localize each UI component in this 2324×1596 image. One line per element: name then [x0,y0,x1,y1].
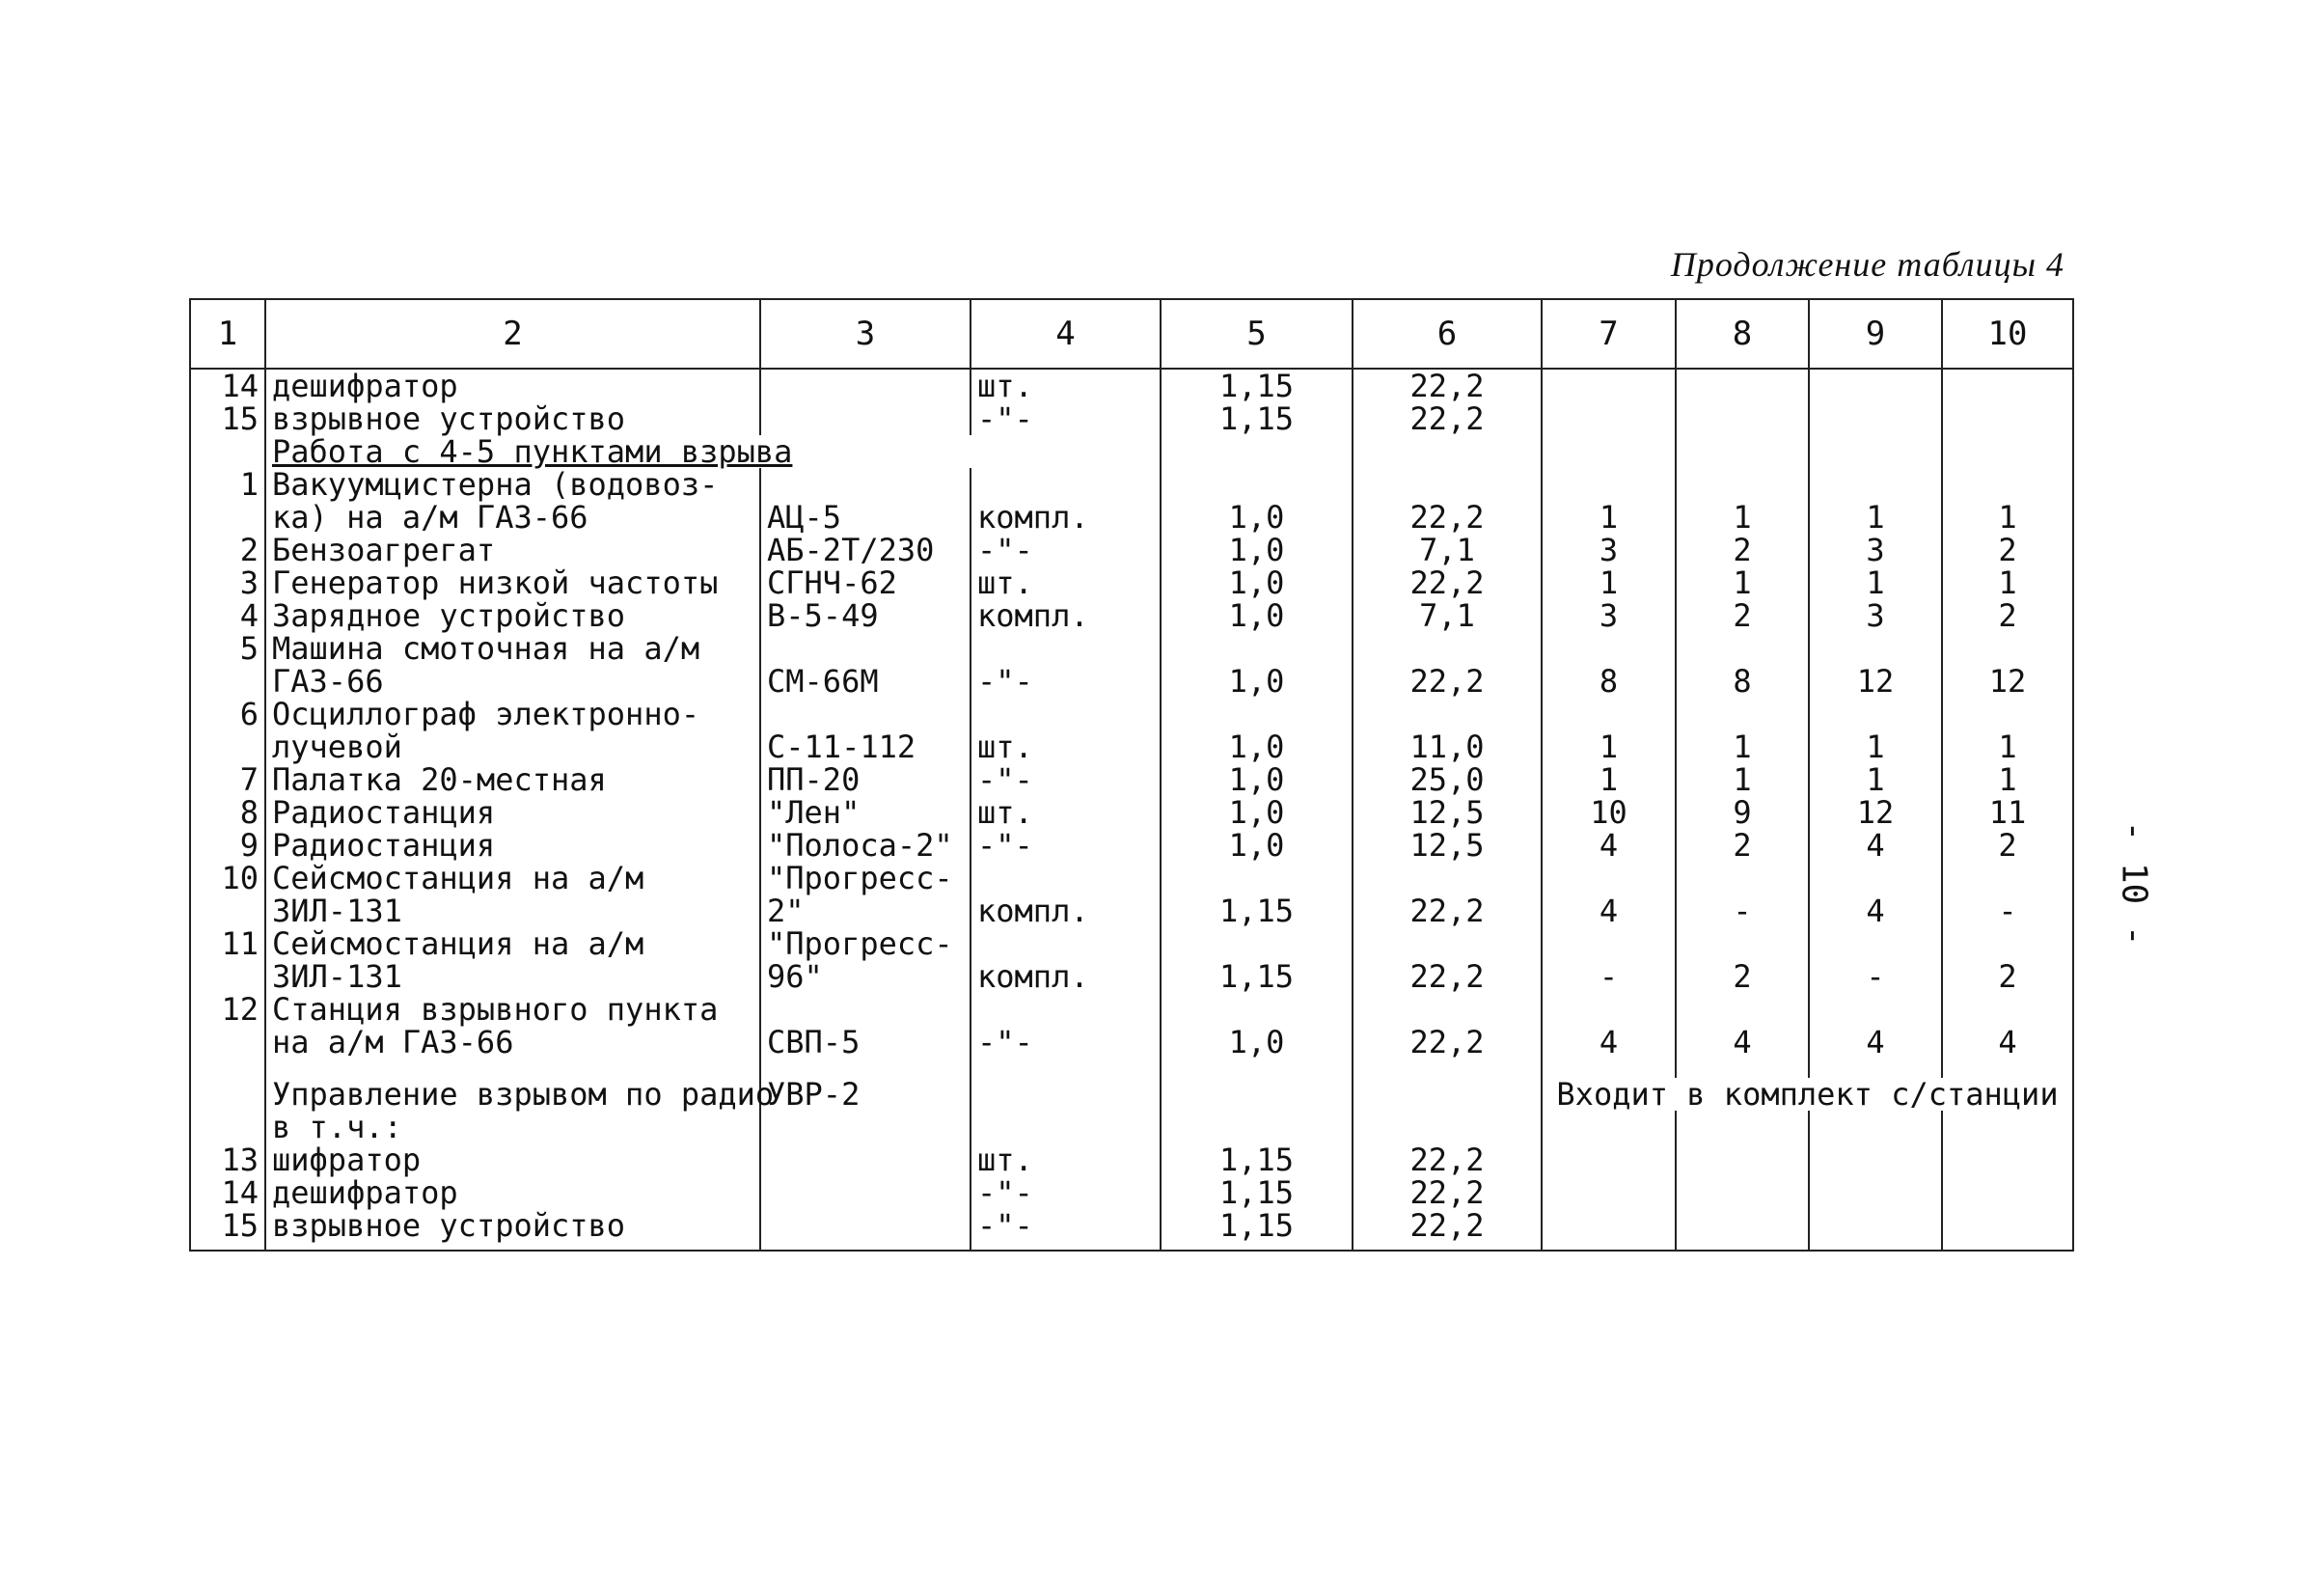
cell-unit: компл. [971,501,1161,534]
table-row [190,927,2073,960]
cell-mark: АБ-2Т/230 [760,534,971,566]
cell-c9: 4 [1809,829,1942,862]
cell-c6 [1353,468,1542,501]
cell-c10: - [1942,894,2073,927]
cell-c7: 4 [1542,829,1676,862]
cell-name: Радиостанция [265,796,760,829]
cell-unit [971,993,1161,1026]
cell-c6: 22,2 [1353,369,1542,402]
cell-mark [760,632,971,665]
cell-c5: 1,0 [1161,599,1353,632]
cell-c8 [1676,1143,1809,1176]
cell-n: 15 [190,402,265,435]
cell-c9: - [1809,960,1942,993]
cell-mark: С-11-112 [760,730,971,763]
table-row [190,1143,2073,1176]
cell-c7 [1542,1176,1676,1209]
cell-n: 5 [190,632,265,665]
cell-c6: 12,5 [1353,796,1542,829]
subheading-row [190,1111,2073,1143]
cell-c10 [1942,632,2073,665]
cell-c5: 1,0 [1161,1026,1353,1059]
cell-c8 [1676,993,1809,1026]
cell-c10: 2 [1942,534,2073,566]
cell-c9 [1809,1143,1942,1176]
cell-c8 [1676,1176,1809,1209]
cell-unit: -"- [971,534,1161,566]
cell-name: лучевой [265,730,760,763]
cell-c6 [1353,993,1542,1026]
cell-unit [971,468,1161,501]
cell-c8 [1676,1209,1809,1251]
control-row [190,1078,2073,1111]
cell-c8: 2 [1676,960,1809,993]
cell-c10: 12 [1942,665,2073,698]
cell-c10 [1942,927,2073,960]
cell-c6: 22,2 [1353,402,1542,435]
cell-unit: -"- [971,829,1161,862]
cell-c5: 1,0 [1161,501,1353,534]
header-row [190,299,2073,369]
cell-c7 [1542,632,1676,665]
cell-c9: 3 [1809,599,1942,632]
cell-c6: 22,2 [1353,1209,1542,1251]
cell-unit: -"- [971,402,1161,435]
cell-c10 [1942,1143,2073,1176]
cell-n [190,960,265,993]
cell-mark [760,468,971,501]
cell-c10 [1942,402,2073,435]
cell-unit [971,927,1161,960]
cell-c5: 1,15 [1161,402,1353,435]
cell-n: 10 [190,862,265,894]
cell-n [190,1026,265,1059]
cell-n: 11 [190,927,265,960]
equipment-table [189,298,2074,1252]
cell-c10: 2 [1942,960,2073,993]
cell-name: Сейсмостанция на а/м [265,927,760,960]
control-mark: УВР-2 [760,1078,971,1111]
cell-c7: 8 [1542,665,1676,698]
cell-n: 1 [190,468,265,501]
cell-c8: 2 [1676,534,1809,566]
cell-c5: 1,15 [1161,894,1353,927]
table-row [190,1026,2073,1059]
cell-c5: 1,0 [1161,534,1353,566]
cell-c10 [1942,1209,2073,1251]
table-row [190,960,2073,993]
cell-c6: 22,2 [1353,960,1542,993]
cell-c7: 1 [1542,501,1676,534]
cell-c6: 22,2 [1353,1176,1542,1209]
cell-c6 [1353,698,1542,730]
cell-c8 [1676,468,1809,501]
table-row [190,1209,2073,1251]
cell-c5: 1,0 [1161,730,1353,763]
cell-unit [971,862,1161,894]
cell-unit: шт. [971,796,1161,829]
cell-unit [971,698,1161,730]
cell-mark: СВП-5 [760,1026,971,1059]
section-row [190,435,2073,468]
cell-c7: 1 [1542,566,1676,599]
cell-name: ГАЗ-66 [265,665,760,698]
cell-name: Палатка 20-местная [265,763,760,796]
cell-c5 [1161,468,1353,501]
cell-name: взрывное устройство [265,402,760,435]
cell-c9 [1809,993,1942,1026]
cell-c9: 1 [1809,566,1942,599]
cell-mark: "Прогресс- [760,862,971,894]
column-header: 3 [760,299,971,369]
cell-c10: 4 [1942,1026,2073,1059]
table-row [190,763,2073,796]
cell-c9: 12 [1809,665,1942,698]
column-header: 5 [1161,299,1353,369]
table-row [190,534,2073,566]
table-row [190,993,2073,1026]
cell-unit: -"- [971,763,1161,796]
cell-c8 [1676,698,1809,730]
cell-unit [971,632,1161,665]
cell-c10: 2 [1942,599,2073,632]
cell-c8 [1676,632,1809,665]
cell-c5 [1161,698,1353,730]
cell-unit: -"- [971,665,1161,698]
cell-c7: 4 [1542,894,1676,927]
cell-c10: 1 [1942,501,2073,534]
cell-name: Радиостанция [265,829,760,862]
cell-c6 [1353,862,1542,894]
cell-c9 [1809,632,1942,665]
page-number: - 10 - [2114,820,2154,947]
cell-n: 12 [190,993,265,1026]
column-header: 2 [265,299,760,369]
cell-c8: 8 [1676,665,1809,698]
cell-mark: АЦ-5 [760,501,971,534]
cell-c7: - [1542,960,1676,993]
cell-name: Зарядное устройство [265,599,760,632]
cell-unit: -"- [971,1176,1161,1209]
cell-c8 [1676,402,1809,435]
cell-c9 [1809,1209,1942,1251]
cell-c7: 1 [1542,763,1676,796]
cell-c5: 1,15 [1161,1209,1353,1251]
table-row [190,829,2073,862]
cell-n: 8 [190,796,265,829]
table-row [190,566,2073,599]
cell-c6: 7,1 [1353,534,1542,566]
cell-name: Осциллограф электронно- [265,698,760,730]
cell-name: Генератор низкой частоты [265,566,760,599]
cell-unit: -"- [971,1209,1161,1251]
cell-name: Бензоагрегат [265,534,760,566]
cell-n: 15 [190,1209,265,1251]
cell-mark [760,1176,971,1209]
cell-c9 [1809,1176,1942,1209]
cell-mark [760,369,971,402]
cell-c5 [1161,927,1353,960]
cell-name: Сейсмостанция на а/м [265,862,760,894]
cell-c5 [1161,632,1353,665]
column-header: 8 [1676,299,1809,369]
cell-c8 [1676,862,1809,894]
cell-c7: 10 [1542,796,1676,829]
cell-c8 [1676,927,1809,960]
cell-c7 [1542,1209,1676,1251]
cell-c8: 1 [1676,566,1809,599]
cell-c10 [1942,369,2073,402]
cell-c7 [1542,993,1676,1026]
table-row [190,599,2073,632]
cell-c5: 1,0 [1161,796,1353,829]
cell-n: 14 [190,1176,265,1209]
cell-n: 7 [190,763,265,796]
cell-c5: 1,15 [1161,1143,1353,1176]
cell-c8: 9 [1676,796,1809,829]
column-header: 6 [1353,299,1542,369]
cell-c8 [1676,369,1809,402]
cell-c6: 22,2 [1353,566,1542,599]
subheading: в т.ч.: [265,1111,760,1143]
cell-mark: СМ-66М [760,665,971,698]
cell-n: 14 [190,369,265,402]
table-row [190,730,2073,763]
cell-name: взрывное устройство [265,1209,760,1251]
cell-unit: шт. [971,1143,1161,1176]
cell-c8: 2 [1676,829,1809,862]
column-header: 7 [1542,299,1676,369]
cell-c5 [1161,993,1353,1026]
cell-unit: шт. [971,730,1161,763]
cell-mark [760,402,971,435]
cell-c9: 4 [1809,894,1942,927]
cell-c9 [1809,698,1942,730]
cell-c5: 1,15 [1161,1176,1353,1209]
section-title: Работа с 4-5 пунктами взрыва [265,435,1161,468]
cell-n: 6 [190,698,265,730]
cell-c6: 7,1 [1353,599,1542,632]
cell-n [190,665,265,698]
cell-c6: 11,0 [1353,730,1542,763]
cell-name: шифратор [265,1143,760,1176]
control-note: Входит в комплект с/станции [1542,1078,2073,1111]
cell-c7 [1542,698,1676,730]
cell-unit: шт. [971,369,1161,402]
cell-c9: 1 [1809,501,1942,534]
cell-c10: 1 [1942,730,2073,763]
cell-c5: 1,0 [1161,566,1353,599]
cell-c8: 1 [1676,730,1809,763]
cell-name: на а/м ГАЗ-66 [265,1026,760,1059]
control-title: Управление взрывом по радио [265,1078,760,1111]
cell-c7: 3 [1542,599,1676,632]
cell-n: 4 [190,599,265,632]
cell-name: Машина смоточная на а/м [265,632,760,665]
cell-name: дешифратор [265,1176,760,1209]
cell-c10: 1 [1942,763,2073,796]
cell-mark [760,993,971,1026]
cell-name: Вакуумцистерна (водовоз- [265,468,760,501]
cell-mark [760,698,971,730]
cell-n: 9 [190,829,265,862]
cell-c6 [1353,927,1542,960]
cell-n [190,894,265,927]
cell-c9: 4 [1809,1026,1942,1059]
gap-row [190,1059,2073,1078]
cell-c7: 4 [1542,1026,1676,1059]
column-header: 1 [190,299,265,369]
cell-mark: "Прогресс- [760,927,971,960]
cell-c7 [1542,402,1676,435]
cell-n [190,501,265,534]
cell-c8: 2 [1676,599,1809,632]
table-caption: Продолжение таблицы 4 [1670,245,2064,284]
cell-c10 [1942,698,2073,730]
cell-c9: 12 [1809,796,1942,829]
cell-c5: 1,15 [1161,960,1353,993]
cell-mark [760,1209,971,1251]
cell-c7 [1542,369,1676,402]
cell-c6: 22,2 [1353,665,1542,698]
cell-n [190,730,265,763]
cell-c10: 2 [1942,829,2073,862]
cell-c7 [1542,468,1676,501]
cell-c7: 3 [1542,534,1676,566]
cell-name: дешифратор [265,369,760,402]
cell-c6: 22,2 [1353,501,1542,534]
cell-c9 [1809,862,1942,894]
cell-c6: 22,2 [1353,894,1542,927]
cell-c9 [1809,402,1942,435]
cell-c6: 25,0 [1353,763,1542,796]
cell-c10: 1 [1942,566,2073,599]
cell-c6 [1353,632,1542,665]
cell-n: 2 [190,534,265,566]
cell-mark: 96" [760,960,971,993]
cell-mark: "Полоса-2" [760,829,971,862]
cell-c9 [1809,927,1942,960]
table-row [190,894,2073,927]
cell-c7 [1542,862,1676,894]
cell-c7 [1542,927,1676,960]
cell-mark: ПП-20 [760,763,971,796]
table-row [190,698,2073,730]
table-row [190,862,2073,894]
cell-mark: СГНЧ-62 [760,566,971,599]
cell-unit: компл. [971,599,1161,632]
cell-c6: 22,2 [1353,1143,1542,1176]
cell-c5: 1,15 [1161,369,1353,402]
cell-name: ЗИЛ-131 [265,960,760,993]
cell-c5: 1,0 [1161,763,1353,796]
cell-n: 13 [190,1143,265,1176]
cell-c10 [1942,862,2073,894]
cell-c5: 1,0 [1161,829,1353,862]
cell-c5: 1,0 [1161,665,1353,698]
cell-c8: 1 [1676,501,1809,534]
table-row [190,632,2073,665]
cell-c6: 22,2 [1353,1026,1542,1059]
table-row [190,402,2073,435]
table-row [190,468,2073,501]
table-row [190,1176,2073,1209]
cell-c8: 1 [1676,763,1809,796]
cell-c10 [1942,1176,2073,1209]
cell-unit: компл. [971,894,1161,927]
cell-name: ка) на а/м ГАЗ-66 [265,501,760,534]
column-header: 10 [1942,299,2073,369]
cell-mark [760,1143,971,1176]
cell-c9: 1 [1809,763,1942,796]
table-row [190,796,2073,829]
cell-mark: 2" [760,894,971,927]
cell-unit: шт. [971,566,1161,599]
cell-unit: -"- [971,1026,1161,1059]
cell-name: Станция взрывного пункта [265,993,760,1026]
cell-c10: 11 [1942,796,2073,829]
cell-c9 [1809,369,1942,402]
cell-c7 [1542,1143,1676,1176]
table-row [190,369,2073,402]
cell-c7: 1 [1542,730,1676,763]
table-row [190,665,2073,698]
cell-c9: 3 [1809,534,1942,566]
cell-c10 [1942,993,2073,1026]
cell-c10 [1942,468,2073,501]
cell-c8: - [1676,894,1809,927]
column-header: 9 [1809,299,1942,369]
cell-c9: 1 [1809,730,1942,763]
cell-mark: "Лен" [760,796,971,829]
column-header: 4 [971,299,1161,369]
cell-c6: 12,5 [1353,829,1542,862]
cell-n: 3 [190,566,265,599]
cell-mark: В-5-49 [760,599,971,632]
cell-name: ЗИЛ-131 [265,894,760,927]
cell-c5 [1161,862,1353,894]
table-row [190,501,2073,534]
cell-c8: 4 [1676,1026,1809,1059]
cell-c9 [1809,468,1942,501]
cell-unit: компл. [971,960,1161,993]
